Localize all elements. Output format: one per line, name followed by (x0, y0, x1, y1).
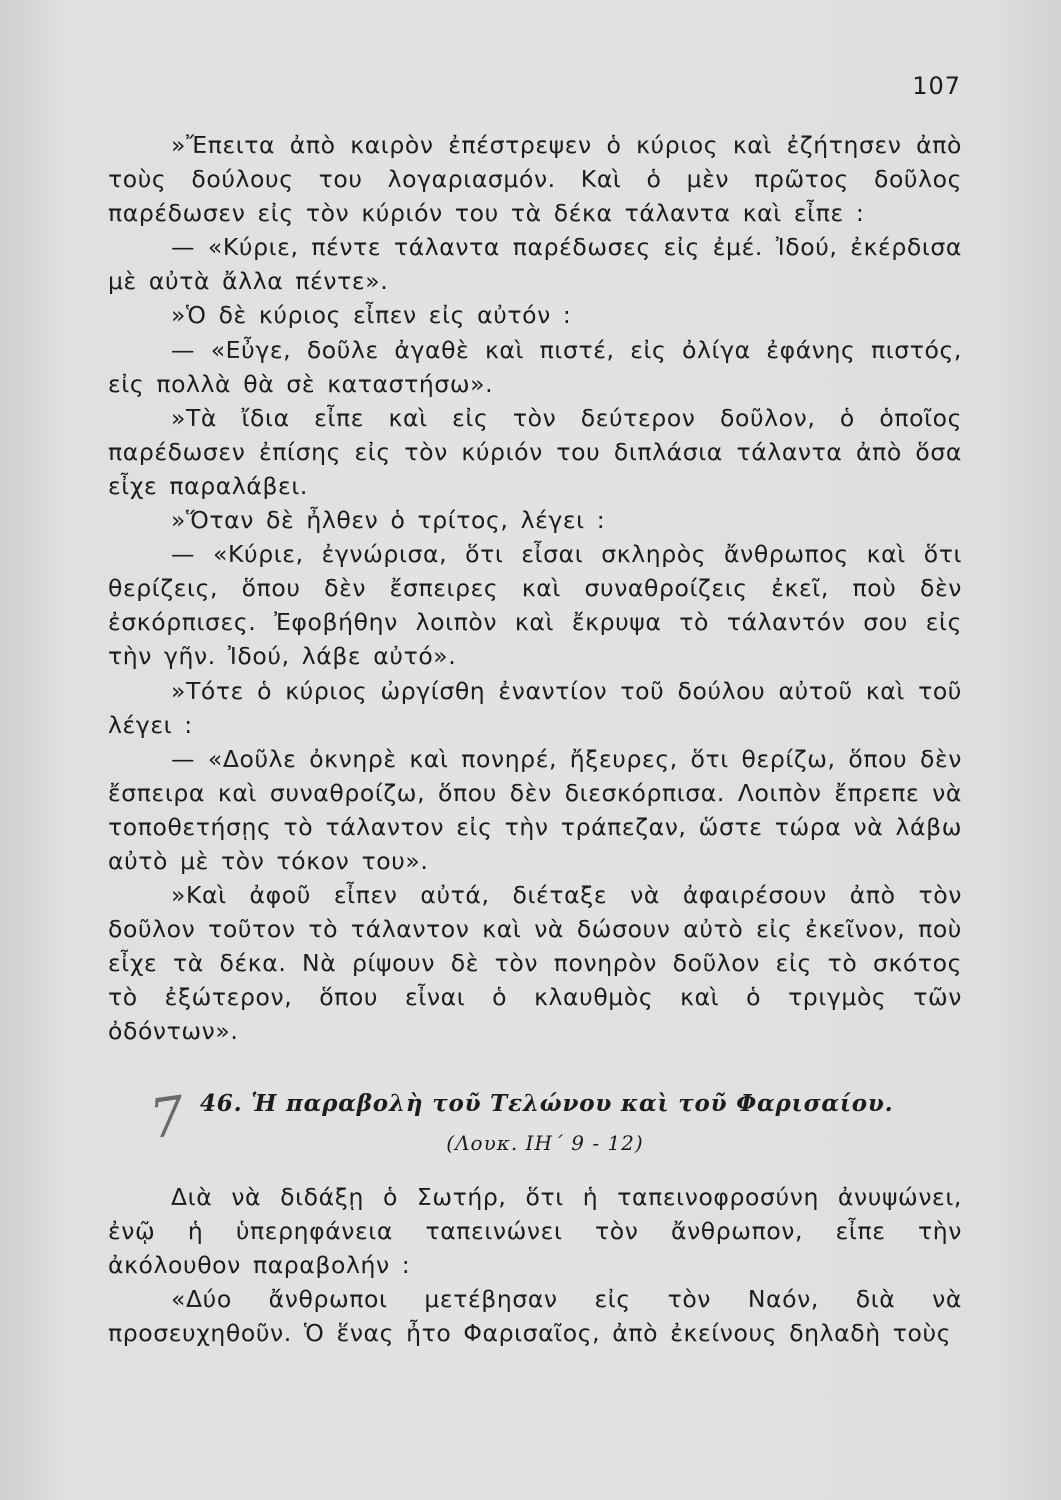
paragraph: — «Δοῦλε ὀκνηρὲ καὶ πονηρέ, ἤξευρες, ὅτι θερίζω, ὅπου δὲν ἔσπειρα καὶ συναθροίζω, ὅπου δὲν διεσκόρπισα. Λοιπὸν ἔπρεπε νὰ τοποθετήσῃς τὸ τάλαντον εἰς τὴν τράπεζαν, ὥστε τώρα νὰ λάβω αὐτὸ μὲ τὸν τόκον του». (108, 744, 962, 875)
section-heading (145, 1083, 920, 1155)
section-title: 46. Ἡ παραβολὴ τοῦ Τελώνου καὶ τοῦ Φαρισαίου. (200, 1090, 894, 1117)
handwritten-margin-mark: 7 (145, 1083, 189, 1152)
paragraph: «Δύο ἄνθρωποι μετέβησαν εἰς τὸν Ναόν, διὰ νὰ προσευχηθοῦν. Ὁ ἕνας ἦτο Φαρισαῖος, ἀπὸ ἐκείνους δηλαδὴ τοὺς (108, 1285, 962, 1348)
paragraph: — «Κύριε, πέντε τάλαντα παρέδωσες εἰς ἐμέ. Ἰδού, ἐκέρδισα μὲ αὐτὰ ἄλλα πέντε». (108, 233, 962, 296)
page-number: 107 (912, 72, 961, 100)
paragraph: »Ὁ δὲ κύριος εἶπεν εἰς αὐτόν : (171, 301, 572, 330)
paragraph: — «Εὖγε, δοῦλε ἀγαθὲ καὶ πιστέ, εἰς ὀλίγα ἐφάνης πιστός, εἰς πολλὰ θὰ σὲ καταστήσω». (108, 335, 962, 398)
paragraph: »Ὅταν δὲ ἦλθεν ὁ τρίτος, λέγει : (171, 506, 606, 535)
parable-text-block (108, 128, 962, 1049)
section-text-block (108, 1180, 962, 1350)
paragraph: »Τότε ὁ κύριος ὠργίσθη ἐναντίον τοῦ δούλου αὐτοῦ καὶ τοῦ λέγει : (108, 676, 962, 739)
paragraph: Διὰ νὰ διδάξῃ ὁ Σωτήρ, ὅτι ἡ ταπεινοφροσύνη ἀνυψώνει, ἐνῷ ἡ ὑπερηφάνεια ταπεινώνει τὸν ἄνθρωπον, εἶπε τὴν ἀκόλουθον παραβολήν : (108, 1183, 962, 1280)
paragraph: »Ἔπειτα ἀπὸ καιρὸν ἐπέστρεψεν ὁ κύριος καὶ ἐζήτησεν ἀπὸ τοὺς δούλους του λογαριασμόν. Καὶ ὁ μὲν πρῶτος δοῦλος παρέδωσεν εἰς τὸν κύριόν του τὰ δέκα τάλαντα καὶ εἶπε : (108, 131, 962, 228)
paragraph: — «Κύριε, ἐγνώρισα, ὅτι εἶσαι σκληρὸς ἄνθρωπος καὶ ὅτι θερίζεις, ὅπου δὲν ἔσπειρες καὶ συναθροίζεις ἐκεῖ, ποὺ δὲν ἐσκόρπισες. Ἐφοβήθην λοιπὸν καὶ ἔκρυψα τὸ τάλαντόν σου εἰς τὴν γῆν. Ἰδού, λάβε αὐτό». (108, 540, 962, 671)
paragraph: »Καὶ ἀφοῦ εἶπεν αὐτά, διέταξε νὰ ἀφαιρέσουν ἀπὸ τὸν δοῦλον τοῦτον τὸ τάλαντον καὶ νὰ δώσουν αὐτὸ εἰς ἐκεῖνον, ποὺ εἶχε τὰ δέκα. Νὰ ρίψουν δὲ τὸν πονηρὸν δοῦλον εἰς τὸ σκότος τὸ ἐξώτερον, ὅπου εἶναι ὁ κλαυθμὸς καὶ ὁ τριγμὸς τῶν ὀδόντων». (108, 881, 962, 1046)
paragraph: »Τὰ ἴδια εἶπε καὶ εἰς τὸν δεύτερον δοῦλον, ὁ ὁποῖος παρέδωσεν ἐπίσης εἰς τὸν κύριόν του διπλάσια τάλαντα ἀπὸ ὅσα εἶχε παραλάβει. (108, 403, 962, 500)
scripture-reference: (Λουκ. ΙΗ΄ 9 - 12) (446, 1131, 644, 1155)
